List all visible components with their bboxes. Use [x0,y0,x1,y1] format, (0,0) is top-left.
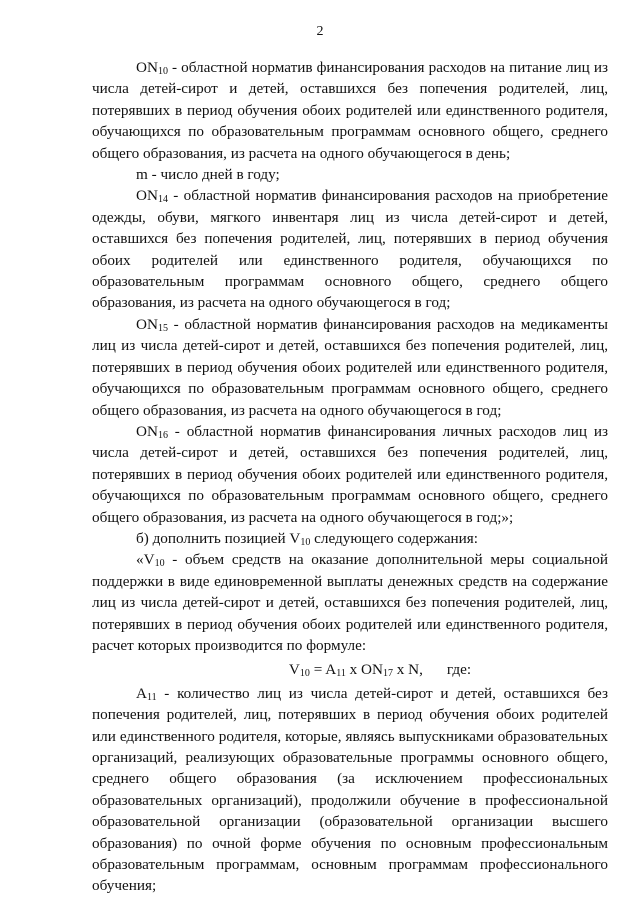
paragraph-text: - объем средств на оказание дополнительной меры социальной поддержки в виде единовременной выплаты денежных средств на содержание лиц из числа детей-сирот и детей, оставшихся без попечения родителей, лиц, потерявших в период обучения обоих родителей или единственного родителя, расчет которых производится по формуле: [92,551,608,654]
symbol-subscript: 16 [157,429,168,441]
paragraph-text: следующего содержания: [310,529,479,547]
paragraph-text: - областной норматив финансирования расходов на медикаменты лиц из числа детей-сирот и детей, оставшихся без попечения родителей, лиц, потерявших в период обучения обоих родителей или единственного родителя, обучающихся по образовательным программам основного общего, среднего общего образования, из расчета на одного обучающегося в год; [92,315,608,419]
paragraph-text: - областной норматив финансирования личных расходов лиц из числа детей-сирот и детей, оставшихся без попечения родителей, лиц, потерявших в период обучения обоих родителей или единственного родителя, обучающихся по образовательным программам основного общего, среднего общего образования, из расчета на одного обучающегося в год;»; [92,422,608,526]
page-number: 2 [316,24,324,39]
symbol-v: «V [136,551,155,569]
symbol-subscript: 10 [300,536,311,548]
formula-tail: x N, [392,661,423,679]
paragraph-v10 [92,549,608,656]
symbol-subscript: 15 [157,322,168,334]
formula-eq-a: = A [309,661,337,679]
paragraph-text: - областной норматив финансирования расходов на питание лиц из числа детей-сирот и детей, оставшихся без попечения родителей, лиц, потерявших в период обучения обоих родителей или единственного родителя, обучающихся по образовательным программам основного общего, среднего общего образования, из расчета на одного обучающегося в день; [92,59,608,162]
formula-subscript: 17 [382,668,393,680]
formula-subscript: 11 [336,668,346,680]
symbol-subscript: 11 [146,691,157,703]
document-body [92,57,608,897]
formula [92,659,608,680]
symbol-subscript: 10 [154,558,165,570]
paragraph-text: - областной норматив финансирования расходов на приобретение одежды, обуви, мягкого инвентаря лиц из числа детей-сирот и детей, оставшихся без попечения родителей, лиц, потерявших в период обучения обоих родителей или единственного родителя, обучающихся по образовательным программам основного общего, среднего общего образования, из расчета на одного обучающегося в год; [92,187,608,312]
paragraph-on10 [92,57,608,164]
paragraph-text: - количество лиц из числа детей-сирот и детей, оставшихся без попечения родителей, лиц, потерявших в период обучения обоих родителей или единственного родителя, которые, являясь выпускниками образовательных организаций, реализующих образовательные программы основного общего, среднего общего образования (за исключением профессиональных образовательных организаций), продолжили обучение в профессиональной образовательной организации (образовательной организации высшего образования) по очной форме обучения по основным профессиональным образовательным программам, основным программам профессионального обучения; [92,684,608,895]
formula-where: где: [446,661,472,679]
paragraph-text: б) дополнить позицией V [136,529,301,547]
formula-v: V [288,661,300,679]
formula-subscript: 10 [299,668,310,680]
paragraph-item-b [92,528,608,549]
symbol-on: ON [136,187,158,205]
formula-x-on: x ON [345,661,383,679]
symbol-on: ON [136,422,158,440]
symbol-on: ON [136,59,158,76]
symbol-subscript: 10 [157,66,168,77]
paragraph-m-definition: m - число дней в году; [136,166,280,184]
symbol-on: ON [136,315,158,333]
paragraph-on14 [92,185,608,313]
paragraph-on16 [92,421,608,528]
symbol-a: A [136,684,147,702]
paragraph-a11 [92,683,608,897]
symbol-subscript: 14 [157,194,168,206]
paragraph-on15 [92,314,608,421]
